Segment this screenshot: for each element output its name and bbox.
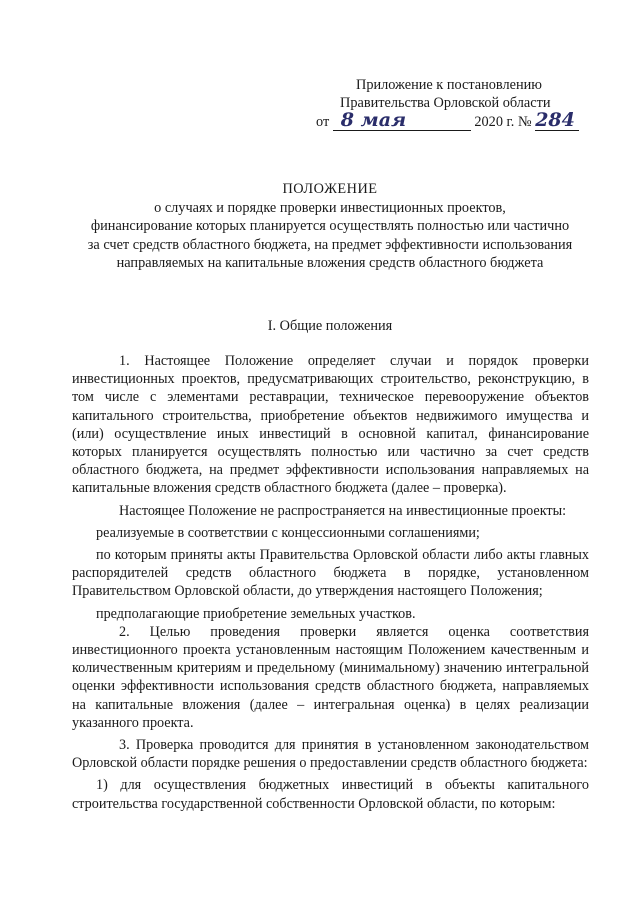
paragraph-exclusions-intro: Настоящее Положение не распространяется на инвестиционные проекты: [119, 502, 567, 519]
heading-line-2: финансирование которых планируется осуществлять полностью или частично [90, 218, 570, 235]
section-title: I. Общие положения [267, 318, 393, 334]
heading-line-4: направляемых на капитальные вложения средств областного бюджета [116, 255, 544, 272]
appendix-block [316, 76, 586, 131]
year-label: 2020 г. [474, 114, 515, 130]
paragraph-1: 1. Настоящее Положение определяет случаи и порядок проверки инвестиционных проектов, предусматривающих строительство, реконструкцию, в том числе с элементами реставрации, техническое перевооружение объектов капитального строительства, приобретение объектов недвижимого имущества и (или) осуществление иных инвестиций в основной капитал, финансирование которых планируется осуществлять полностью или частично за счет средств областного бюджета, на предмет эффективности использования направляемых на капитальные вложения средств областного бюджета (далее – проверка). [72, 353, 589, 497]
appendix-line-2: Правительства Орловской области [340, 95, 551, 111]
paragraph-3: 3. Проверка проводится для принятия в установленном законодательством Орловской области порядке решения о предоставлении средств областного бюджета: [72, 737, 589, 772]
document-title: ПОЛОЖЕНИЕ [282, 181, 378, 197]
appendix-line-1: Приложение к постановлению [356, 77, 542, 93]
exclusion-item-3: предполагающие приобретение земельных участков. [96, 605, 416, 622]
handwritten-number-field [535, 109, 579, 131]
from-label: от [316, 114, 330, 130]
heading-line-3: за счет средств областного бюджета, на предмет эффективности использования [87, 236, 573, 253]
handwritten-number: 284 [535, 109, 575, 131]
number-label: № [517, 114, 532, 130]
handwritten-date: 8 мая [340, 109, 407, 131]
handwritten-date-field [333, 109, 471, 131]
paragraph-2: 2. Целью проведения проверки является оценка соответствия инвестиционного проекта установленным настоящим Положением качественным и количественным критериям и предельному (минимальному) значению интегральной оценки эффективности использования средств областного бюджета, направляемых на капитальные вложения (далее – интегральная оценка) в целях реализации указанного проекта. [72, 623, 589, 731]
exclusion-item-2: по которым приняты акты Правительства Орловской области либо акты главных распорядителей средств областного бюджета в порядке, установленном Правительством Орловской области, до утверждения настоящего Положения; [72, 547, 589, 600]
heading-line-1: о случаях и порядке проверки инвестиционных проектов, [154, 199, 506, 216]
document-body [72, 352, 589, 813]
appendix-date-line [316, 109, 586, 131]
document-heading [60, 180, 600, 273]
paragraph-3-item-1: 1) для осуществления бюджетных инвестиций в объекты капитального строительства государственной собственности Орловской области, по которым: [72, 777, 589, 812]
exclusion-item-1: реализуемые в соответствии с концессионными соглашениями; [96, 524, 480, 541]
